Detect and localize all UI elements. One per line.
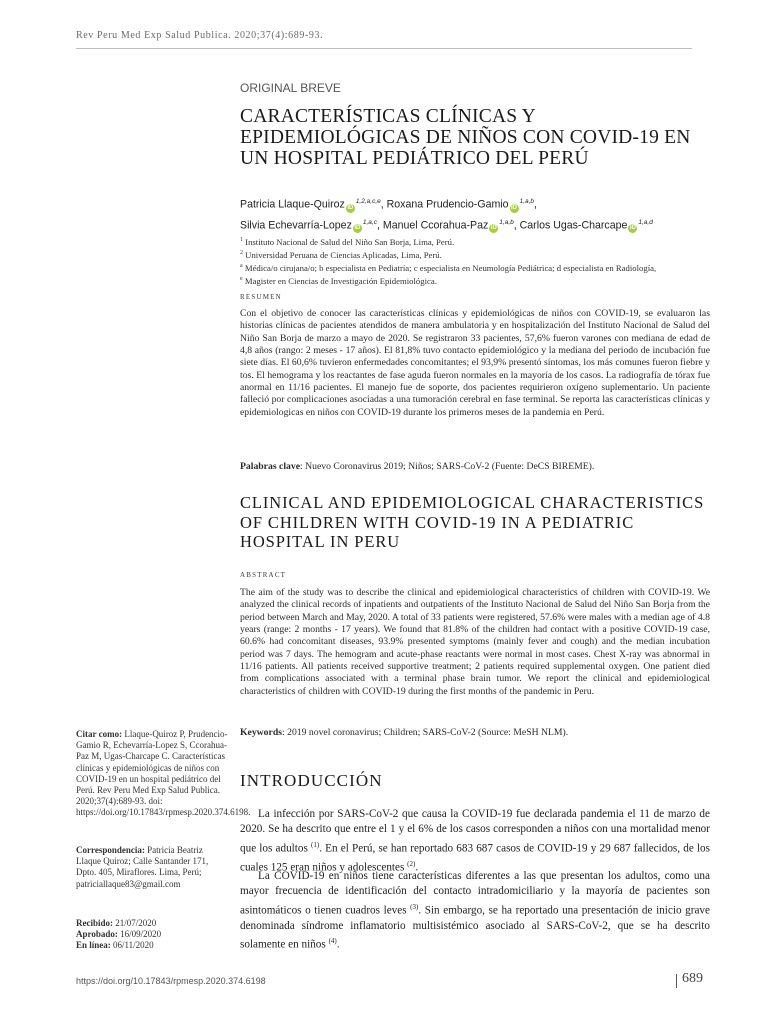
author-separator: , [380,198,387,211]
author-name: Silvia Echevarría-Lopez [240,219,352,232]
intro-text: . [336,938,340,951]
citation-box [76,729,251,819]
online-value: 06/11/2020 [110,940,154,951]
abstract-text: The aim of the study was to describe the clinical and epidemiological characteristics of children with COVID-19. We analyzed the clinical records of inpatients and outpatients of the Instituto Nacional de Salud del Niño San Borja from the period between March and May, 2020. A total of 33 patients were registered, 57.6% were males with a median age of 4.8 years (range: 2 months - 17 years). We found that 81.8% of the children had contact with a positive COVID-19 case, 60.6% had concomitant diseases, 93.9% presented symptoms (mainly fever and cough) and the median incubation period was 7 days. The hemogram and acute-phase reactants were normal in most cases. Chest X-ray was abnormal in 11/16 patients. All patients received supportive treatment; 2 patients required supplemental oxygen. One patient died from complications associated with a terminal phase brain tumor. We report the clinical and epidemiological characteristics of children with COVID-19 during the first months of the pandemic in Peru. [240,587,710,697]
author-affiliation-marks: 1,a,c [362,218,377,226]
intro-text: . [415,861,419,874]
intro-paragraph-1 [240,807,710,876]
received-value: 21/07/2020 [113,918,157,928]
citation-ref[interactable]: (4) [328,936,337,945]
orcid-icon[interactable]: iD [347,204,354,211]
orcid-icon[interactable]: iD [629,225,636,232]
affiliation-line [240,235,710,248]
intro-paragraph-2 [240,869,710,953]
affiliation-line [240,274,710,287]
keywords-es-label: Palabras clave [240,461,300,472]
resumen-text: Con el objetivo de conocer las características clínicas y epidemiológicas de niños con COVID-19, se evaluaron las historias clínicas de pacientes atendidos de manera ambulatoria y en hospitalización del Instituto Nacional de Salud del Niño San Borja de marzo a mayo de 2020. Se registraron 33 pacientes, 57,6% fueron varones con mediana de edad de 4,8 años (rango: 2 meses - 17 años). El 81,8% tuvo contacto epidemiológico y la mediana del periodo de incubación fue siete días. El 60,6% tuvieron enfermedades concomitantes; el 93,9% presentó síntomas, los más comunes fueron fiebre y tos. El hemograma y los reactantes de fase aguda fueron normales en la mayoría de los casos. La radiografía de tórax fue anormal en 11/16 pacientes. El manejo fue de soporte, dos pacientes requirieron oxígeno suplementario. Un paciente falleció por complicaciones asociadas a una tumoración cerebral en fase terminal. Se reporta las características clínicas y epidemiologicas en niños con COVID-19 durante los primeros meses de la pandemia en Perú. [240,308,710,418]
citation-text: Llaque-Quiroz P, Prudencio-Gamio R, Echevarría-Lopez S, Ccorahua-Paz M, Ugas-Charcape C. Características clínicas y epidemiológicas de niños con COVID-19 en un hospital pediátrico del Perú. Rev Peru Med Exp Salud Publica. 2020;37(4):689-93. doi: https://doi.org/10.17843/rpmesp.2020.374.6198. [76,729,251,818]
author-name: Carlos Ugas-Charcape [519,219,628,232]
online-label: En línea: [76,940,111,951]
article-title-en: CLINICAL AND EPIDEMIOLOGICAL CHARACTERISTICS OF CHILDREN WITH COVID-19 IN A PEDIATRIC HOSPITAL IN PERU [240,493,705,551]
keywords-es-text: : Nuevo Coronavirus 2019; Niños; SARS-CoV-2 (Fuente: DeCS BIREME). [300,461,595,472]
author-separator: , [513,219,520,232]
intro-text: La COVID-19 en niños tiene características diferentes a las que presentan los adultos, como una mayor frecuencia de identificación del contacto intradomiciliario y la mayoría de pacientes son asintomáticos o tienen cuadros leves [240,870,710,917]
approved-date [76,929,228,940]
keywords-en [240,727,710,740]
approved-label: Aprobado: [76,929,118,940]
doi-link[interactable]: https://doi.org/10.17843/rpmesp.2020.374.6198 [76,976,266,986]
author-name: Manuel Ccorahua-Paz [382,219,489,232]
citation-ref[interactable]: (3) [410,902,419,911]
received-label: Recibido: [76,918,113,928]
author-name: Roxana Prudencio-Gamio [386,198,509,211]
affiliation-text: Universidad Peruana de Ciencias Aplicadas, Lima, Perú. [245,249,442,260]
intro-text: . En el Perú, se han reportado 683 687 casos de COVID-19 y 29 687 fallecidos, de los cuales 125 eran niños y adolescentes [240,842,711,874]
page-number-divider [676,974,677,988]
article-title-es: CARACTERÍSTICAS CLÍNICAS Y EPIDEMIOLÓGICAS DE NIÑOS CON COVID-19 EN UN HOSPITAL PEDIÁTRICO DEL PERÚ [240,106,691,169]
affiliation-mark: 1 [240,237,243,243]
received-date [76,918,228,929]
affiliation-mark: e [240,276,243,283]
author-separator: , [376,219,383,232]
header-divider [76,48,692,49]
intro-text: . Sin embargo, se ha reportado una presentación de inicio grave denominada síndrome inflamatorio multisistémico asociado al SARS-CoV-2, que se ha descrito solamente en niños [240,904,710,951]
abstract-heading: abstract [240,569,287,580]
orcid-icon[interactable]: iD [354,225,361,232]
keywords-en-label: Keywords [240,727,282,738]
intro-text: La infección por SARS-CoV-2 que causa la COVID-19 fue declarada pandemia el 11 de marzo de 2020. Se ha descrito que entre el 1 y el 6% de los casos corresponden a niños con una mortalidad menor que los adultos [240,808,710,855]
resumen-heading: resumen [240,291,282,302]
correspondence-box [76,845,228,890]
author-affiliation-marks: 1,2,a,c,e [355,198,381,205]
introduction-heading: INTRODUCCIÓN [240,771,383,790]
author-affiliation-marks: 1,a,b [519,198,534,205]
keywords-es [240,461,710,474]
affiliation-line [240,261,710,274]
affiliations [240,235,710,287]
citation-label: Citar como: [76,729,123,739]
approved-value: 16/09/2020 [117,929,162,940]
citation-ref[interactable]: (1) [311,840,320,849]
affiliation-line [240,248,710,261]
author-affiliation-marks: 1,a,b [499,218,514,226]
affiliation-text: Médica/o cirujana/o; b especialista en Pediatría; c especialista en Neumología Pediátrica; d especialista en Radiología, [244,263,657,274]
affiliation-mark: a [240,263,243,270]
author-affiliation-marks: 1,a,d [638,218,653,226]
correspondence-label: Correspondencia: [76,845,145,855]
keywords-en-text: : 2019 novel coronavirus; Children; SARS-CoV-2 (Source: MeSH NLM). [281,727,569,738]
affiliation-mark: 2 [240,250,243,257]
page-number: 689 [682,971,703,986]
author-list [240,193,710,234]
online-date [76,940,228,951]
journal-reference: Rev Peru Med Exp Salud Publica. 2020;37(4):689-93. [76,30,324,41]
affiliation-text: Magister en Ciencias de Investigación Epidemiológica. [244,276,437,287]
citation-ref[interactable]: (2) [407,859,416,868]
author-name: Patricia Llaque-Quiroz [240,198,345,211]
correspondence-text: Patricia Beatriz Llaque Quiroz; Calle Santander 171, Dpto. 405, Miraflores. Lima, Perú; patriciallaque83@gmail.com [76,845,209,889]
dates-box [76,918,228,952]
author-separator: , [534,198,537,211]
orcid-icon[interactable]: iD [490,225,497,232]
orcid-icon[interactable]: iD [511,204,518,211]
article-section-type: ORIGINAL BREVE [240,81,341,95]
affiliation-text: Instituto Nacional de Salud del Niño San Borja, Lima, Perú. [245,236,455,247]
